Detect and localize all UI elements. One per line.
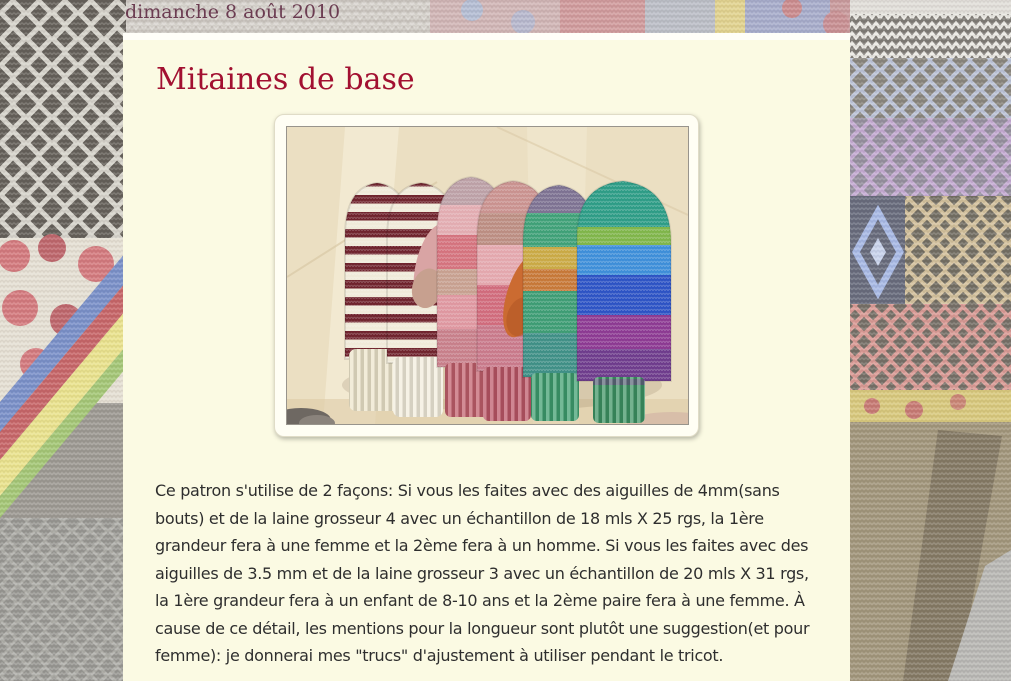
post-body: Ce patron s'utilise de 2 façons: Si vous les faites avec des aiguilles de 4mm(sans bouts) et de la laine grosseur 4 avec un échantillon de 18 mls X 25 rgs, la 1ère grandeur fera à une femme et la 2ème fera à un homme. Si vous les faites avec des aiguilles de 3.5 mm et de la laine grosseur 3 avec un échantillon de 20 mls X 31 rgs, la 1ère grandeur fera à un enfant de 8-10 ans et la 2ème paire fera à une femme. À cause de ce détail, les mentions pour la longueur sont plutôt une suggestion(et pour femme): je donnerai mes "trucs" d'ajustement à utiliser pendant le tricot. bbox=[155, 481, 810, 665]
post-container bbox=[123, 33, 850, 681]
date-header: dimanche 8 août 2010 bbox=[125, 1, 341, 23]
post-photo-link[interactable] bbox=[274, 114, 699, 437]
mittens-photo bbox=[286, 126, 689, 425]
post-title[interactable]: Mitaines de base bbox=[156, 62, 415, 97]
